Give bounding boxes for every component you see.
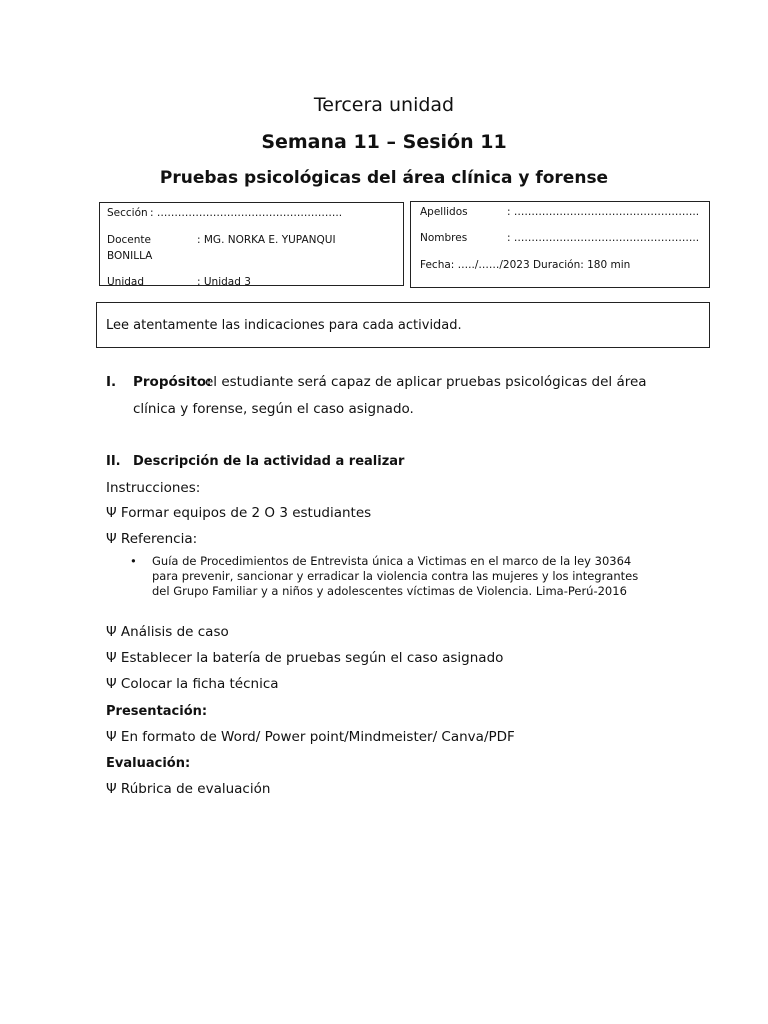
reference-line3: del Grupo Familiar y a niños y adolescentes víctimas de Violencia. Lima-Perú-2016 [152, 584, 627, 598]
purpose-label: Propósito: [133, 374, 212, 390]
item-teams: Ψ Formar equipos de 2 O 3 estudiantes [106, 505, 372, 521]
section-label: Sección [107, 207, 148, 219]
presentation-heading: Presentación: [106, 704, 208, 719]
description-numeral: II. [106, 454, 121, 469]
purpose-numeral: I. [106, 374, 117, 390]
instruction-text: Lee atentamente las indicaciones para cada actividad. [106, 318, 462, 333]
instruction-box [96, 302, 710, 348]
info-box-left [99, 202, 404, 286]
purpose-text-line2: clínica y forense, según el caso asignado. [133, 401, 414, 417]
item-test-battery: Ψ Establecer la batería de pruebas según el caso asignado [106, 650, 504, 666]
unit-value: : Unidad 3 [197, 276, 251, 286]
evaluation-item: Ψ Rúbrica de evaluación [106, 781, 271, 797]
item-reference: Ψ Referencia: [106, 531, 198, 547]
reference-line2: para prevenir, sancionar y erradicar la violencia contra las mujeres y los integrantes [152, 569, 639, 583]
unit-label: Unidad [107, 276, 145, 286]
topic-title: Pruebas psicológicas del área clínica y forense [159, 168, 609, 188]
info-box-right [410, 201, 710, 288]
item-case-analysis: Ψ Análisis de caso [106, 624, 229, 640]
instructions-label: Instrucciones: [106, 480, 201, 496]
names-label: Nombres [420, 232, 468, 244]
evaluation-heading: Evaluación: [106, 756, 191, 771]
description-heading: Descripción de la actividad a realizar [133, 454, 405, 469]
surname-label: Apellidos [420, 206, 468, 218]
teacher-value: : MG. NORKA E. YUPANQUI [197, 234, 336, 246]
presentation-item: Ψ En formato de Word/ Power point/Mindmeister/ Canva/PDF [106, 729, 515, 745]
names-value: : …………………………………………….. [507, 232, 700, 244]
unit-title: Tercera unidad [313, 94, 455, 116]
reference-bullet: • [130, 554, 137, 568]
surname-value: : …………………………………………….. [507, 206, 700, 218]
reference-line1: Guía de Procedimientos de Entrevista única a Victimas en el marco de la ley 30364 [152, 554, 632, 568]
item-technical-sheet: Ψ Colocar la ficha técnica [106, 676, 279, 692]
week-session-title: Semana 11 – Sesión 11 [261, 131, 507, 153]
teacher-label: Docente [107, 234, 151, 246]
teacher-value-cont: BONILLA [107, 250, 153, 262]
section-value: : …………………………………………….. [150, 207, 343, 219]
purpose-text-line1: el estudiante será capaz de aplicar pruebas psicológicas del área [205, 374, 647, 390]
date-duration: Fecha: …../……/2023 Duración: 180 min [420, 259, 631, 271]
